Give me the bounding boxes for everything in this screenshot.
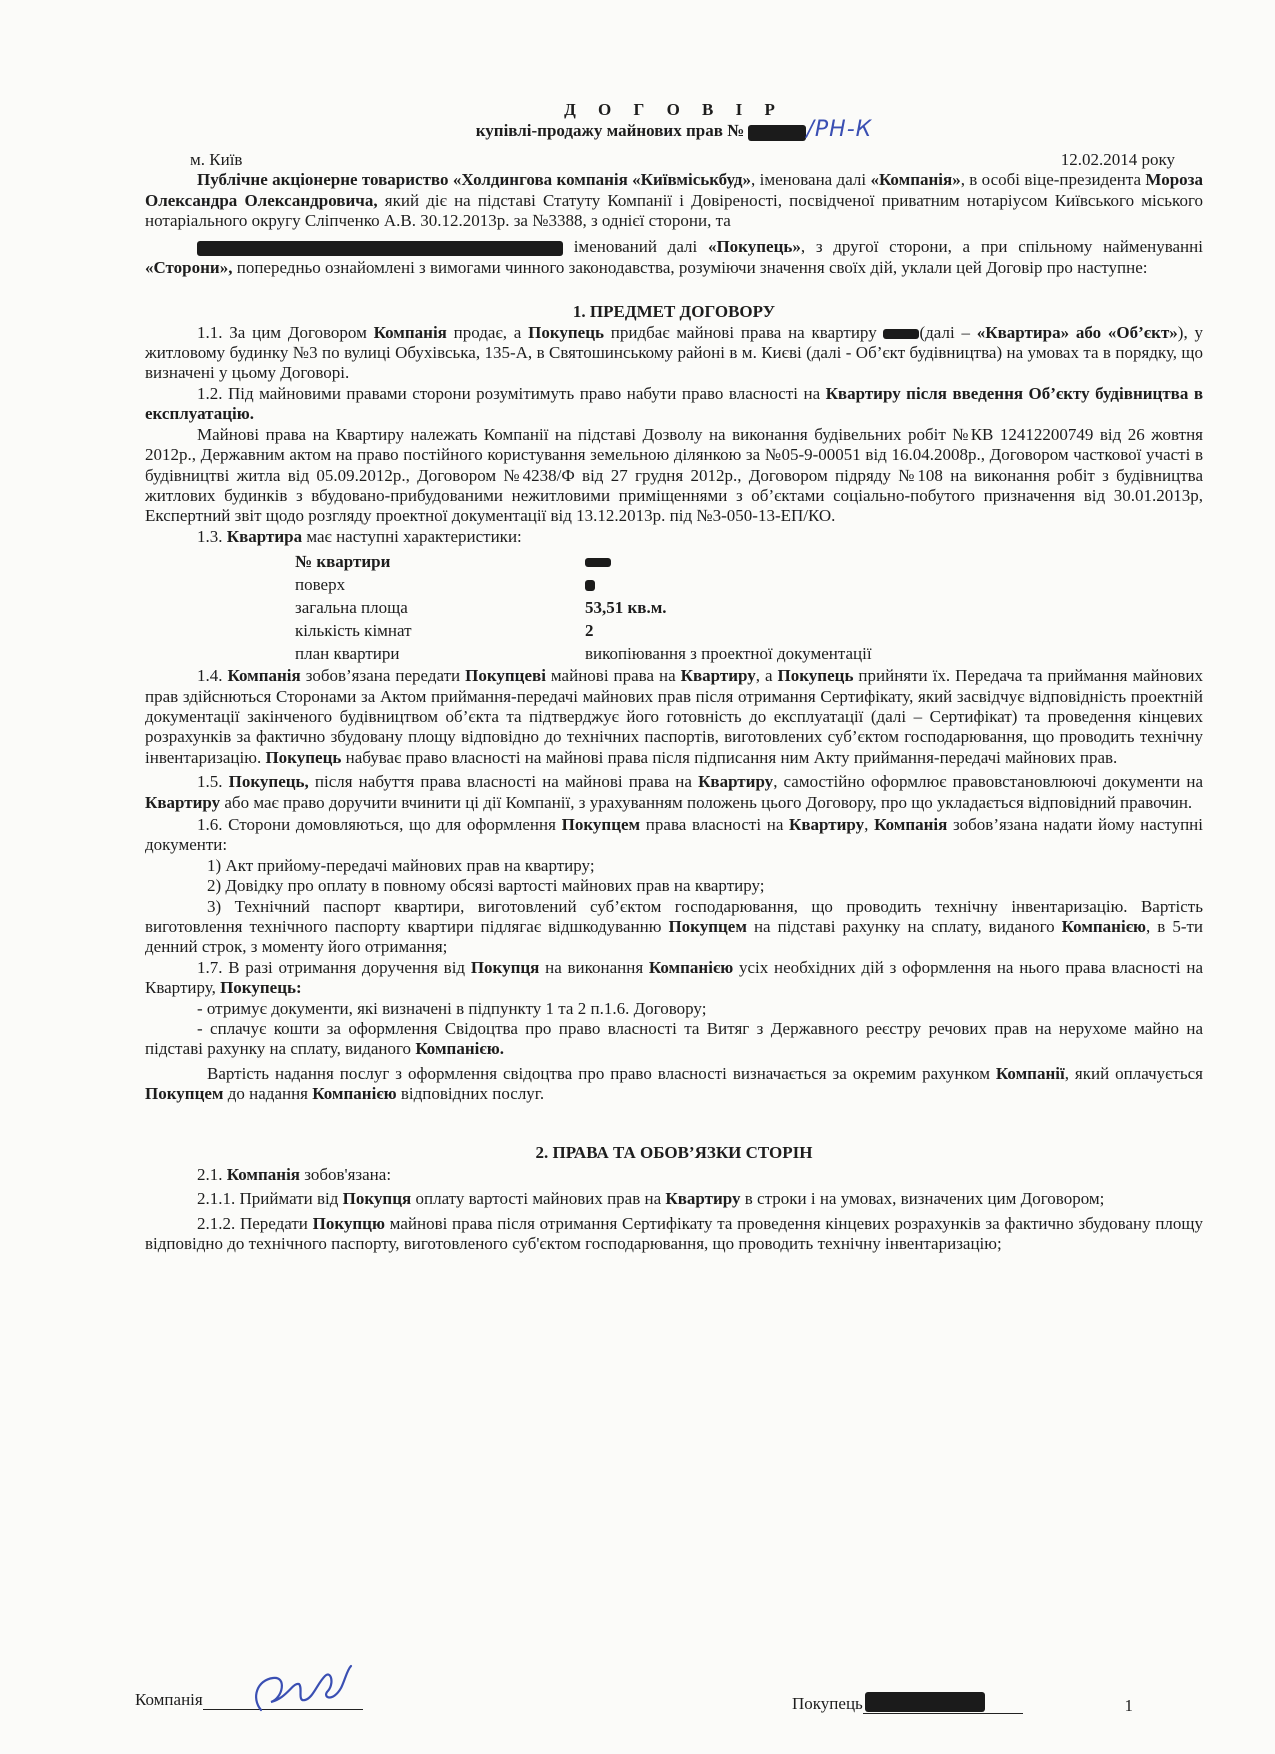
text-span: 2.1.2. Передати: [197, 1213, 313, 1233]
text-span: , а: [755, 666, 778, 686]
clause-1-7-cost: [145, 1064, 1203, 1105]
text-span: на підставі рахунку на сплату, виданого: [746, 917, 1062, 936]
text-span: прийняти їх. Передача та приймання майнових прав здійснються Сторонами за Актом приймання-передачі майнових прав після отримання Сертифікату, який засвідчує відповідність проектній документації закінченого будівництвом об’єкта та підтверджує його готовність до експлуатації (далі – Сертифікат) та проведення кінцевих розрахунків за фактично збудовану площу відповідно до технічних паспортів, виготовлених суб’єктом господарювання, що проводить технічну інвентаризацію.: [145, 666, 1203, 767]
text-span: 2.1.1. Приймати від: [197, 1189, 343, 1209]
clause-1-4: [145, 666, 1203, 768]
company-signature-label: Компанія: [135, 1690, 203, 1709]
signature-footer: [135, 1668, 1135, 1728]
area-value: 53,51 кв.м.: [585, 597, 667, 617]
text-span: усіх необхідних дій з оформлення на нього права власності на Квартиру,: [145, 957, 1204, 998]
text-span: іменований далі: [563, 237, 708, 257]
clause-1-5: [145, 772, 1203, 813]
text-span: , самостійно оформлює правовстановлюючі документи на: [773, 772, 1204, 792]
text-span: майнові права на: [545, 666, 681, 686]
text-span: який діє на підставі Статуту Компанії і Довіреності, посвідченої приватним нотаріусом Київського міського нотаріального округу Сліпченко А.В. 30.12.2013р. за №3388, з однієї сторони, та: [145, 190, 1203, 231]
char-label: кількість кімнат: [295, 620, 412, 640]
term-buyer: Покупця: [470, 957, 540, 977]
char-value: [585, 572, 872, 595]
term-company: Компанія: [373, 322, 447, 342]
text-span: права власності на: [640, 814, 790, 834]
clause-1-3: [145, 527, 1203, 547]
document-title: Д О Г О В І Р: [564, 100, 784, 119]
text-span: 1.5.: [197, 772, 229, 792]
text-span: в строки і на умовах, визначених цим Договором;: [740, 1189, 1105, 1209]
contract-page: [145, 100, 1203, 1255]
term-buyer: Покупцем: [561, 814, 641, 834]
term-company: Компанією: [1061, 917, 1147, 936]
text-span: , в особі віце-президента: [960, 170, 1146, 190]
text-span: зобов’язана надати йому наступні документи:: [145, 814, 1203, 855]
text-span: , з другої сторони, а при спільному найменуванні: [800, 237, 1203, 257]
redacted-contract-number: [748, 125, 806, 141]
char-value: [585, 549, 872, 572]
term-buyer: Покупець:: [220, 978, 302, 998]
text-span: оплату вартості майнових прав на: [411, 1189, 666, 1209]
list-item: [145, 897, 1203, 958]
redacted-buyer-name: [197, 241, 563, 256]
char-value: викопіювання з проектної документації: [585, 643, 872, 663]
term-flat: «Квартира» або «Об’єкт»: [976, 322, 1178, 342]
term-company: Компанією: [312, 1084, 397, 1104]
list-item: 1) Акт прийому-передачі майнових прав на квартиру;: [207, 855, 595, 875]
table-row: [295, 549, 872, 572]
term-buyer: Покупець: [528, 322, 605, 342]
text-span: майнові права після отримання Сертифікату та проведення кінцевих розрахунків за фактично збудовану площу відповідно до технічного паспорту, виготовленого суб'єктом господарювання, що проводить технічну інвентаризацію;: [145, 1213, 1203, 1254]
text-span: , в 5-ти денний строк, з моменту його отримання;: [145, 917, 1204, 957]
city: м. Київ: [190, 149, 243, 169]
term-flat: Квартира: [226, 526, 303, 546]
document-subtitle: [145, 117, 1203, 143]
text-span: зобов'язана:: [300, 1165, 392, 1185]
term-buyer: Покупець: [777, 666, 854, 686]
text-span: ,: [864, 814, 875, 834]
text-span: 1.4.: [197, 666, 228, 686]
text-span: 1.1. За цим Договором: [197, 322, 374, 342]
term-flat: Квартиру: [145, 792, 221, 812]
term-company: Компанія: [227, 666, 301, 686]
char-label-text: № квартири: [295, 551, 391, 571]
list-item: 2) Довідку про оплату в повному обсязі вартості майнових прав на квартиру;: [207, 876, 765, 896]
handwritten-contract-suffix: /РН-К: [806, 117, 873, 143]
text-span: 1.2. Під майновими правами сторони розумітимуть право набути право власності на: [197, 383, 826, 403]
text-span: ), у житловому будинку №3 по вулиці Обухівська, 135-А, в Святошинському районі в м. Києві (далі - Об’єкт будівництва) на умовах та в порядку, що визначені у цьому Договорі.: [145, 322, 1203, 383]
clause-2-1-2: [145, 1214, 1203, 1255]
company-signature-scribble: [247, 1658, 357, 1718]
text-span: зобов’язана передати: [300, 666, 466, 686]
clause-1-6: [145, 815, 1203, 856]
term-company: Компанією.: [415, 1039, 504, 1059]
clause-1-7: [145, 958, 1203, 999]
text-span: 3) Технічний паспорт квартири, виготовлений суб’єктом господарювання, що проводить технічну інвентаризацію. Вартість виготовлення технічного паспорту квартири підлягає відшкодуванню: [145, 896, 1203, 936]
text-span: 1.7. В разі отримання доручення від: [197, 957, 471, 977]
contract-date: 12.02.2014 року: [1060, 149, 1175, 169]
redacted-flat-number: [585, 558, 611, 567]
term-buyer: «Покупець»: [707, 237, 801, 257]
term-flat-commissioning: Квартиру після введення Об’єкту будівництва в експлуатацію.: [145, 383, 1204, 424]
intro-paragraph-2: [145, 237, 1203, 278]
term-buyer: Покупцем: [668, 917, 747, 936]
term-flat: Квартиру: [665, 1189, 741, 1209]
text-span: попередньо ознайомлені з вимогами чинного законодавства, розуміючи значення своїх дій, уклали цей Договір про наступне:: [232, 257, 1148, 277]
text-span: до надання: [223, 1084, 313, 1104]
text-span: набуває право власності на майнові права після підписання ним Акту приймання-передачі майнових прав.: [341, 747, 1118, 767]
section-1-heading: 1. ПРЕДМЕТ ДОГОВОРУ: [572, 302, 776, 322]
clause-1-2: [145, 384, 1203, 425]
char-label: план квартири: [295, 643, 400, 663]
buyer-signature-label: Покупець: [792, 1694, 863, 1713]
text-span: після набуття права власності на майнові права на: [308, 772, 699, 792]
term-parties: «Сторони»,: [145, 257, 233, 277]
text-span: 1.6. Сторони домовляються, що для оформлення: [197, 814, 562, 834]
table-row: [295, 641, 872, 664]
table-row: [295, 618, 872, 641]
text-span: або має право доручити вчинити ці дії Компанії, з урахуванням положень цього Договору, про що укладається відповідний правочин.: [220, 792, 1193, 812]
term-flat: Квартиру: [789, 814, 865, 834]
term-buyer: Покупцем: [145, 1084, 224, 1104]
list-item: - отримує документи, які визначені в підпункту 1 та 2 п.1.6. Договору;: [197, 998, 707, 1018]
text-span: 2.1.: [197, 1165, 227, 1185]
text-span: придбає майнові права на квартиру: [604, 322, 884, 342]
text-span: продає, а: [446, 322, 529, 342]
term-company: Компанія: [226, 1165, 300, 1185]
term-company: Компанія: [874, 814, 948, 834]
representative-name: Мороза Олександра Олександровича,: [145, 170, 1203, 210]
text-span: відповідних послуг.: [396, 1084, 545, 1104]
redacted-buyer-signature: [865, 1692, 985, 1712]
char-label: поверх: [295, 574, 346, 594]
redacted-floor: [585, 580, 595, 591]
term-company: Компанії: [995, 1063, 1065, 1083]
text-span: на виконання: [539, 957, 649, 977]
clause-2-1-1: [145, 1189, 1203, 1209]
section-2-heading: 2. ПРАВА ТА ОБОВ’ЯЗКИ СТОРІН: [535, 1142, 813, 1162]
table-row: [295, 572, 872, 595]
term-company: Компанією: [648, 957, 734, 977]
text-span: - сплачує кошти за оформлення Свідоцтва про право власності та Витяг з Державного реєстру речових прав на нерухоме майно на підставі рахунку на сплату, виданого: [145, 1019, 1203, 1059]
text-span: Вартість надання послуг з оформлення свідоцтва про право власності визначається за окремим рахунком: [207, 1063, 996, 1083]
table-row: [295, 595, 872, 618]
text-span: , іменована далі: [751, 170, 871, 190]
subtitle-text: купівлі-продажу майнових прав №: [475, 121, 745, 141]
term-company: «Компанія»: [870, 170, 961, 190]
text-span: (далі –: [919, 322, 977, 342]
company-full-name: Публічне акціонерне товариство «Холдингова компанія «Київміськбуд»: [197, 170, 751, 190]
term-flat: Квартиру: [698, 772, 774, 792]
rooms-value: 2: [585, 620, 594, 640]
char-label: загальна площа: [295, 597, 408, 617]
term-buyer: Покупець,: [228, 772, 309, 792]
char-value: [585, 595, 872, 618]
text-span: 1.3.: [197, 526, 227, 546]
clause-1-1: [145, 323, 1203, 384]
redacted-flat-number: [883, 329, 919, 339]
char-label: [295, 549, 585, 572]
flat-characteristics-table: [295, 549, 872, 664]
text-span: має наступні характеристики:: [302, 526, 522, 546]
char-value: [585, 618, 872, 641]
term-buyer: Покупцеві: [465, 666, 546, 686]
city-date-row: [145, 150, 1203, 170]
intro-paragraph-1: [145, 170, 1203, 231]
page-number: 1: [1124, 1696, 1133, 1715]
term-buyer: Покупець: [265, 747, 342, 767]
term-flat: Квартиру: [680, 666, 756, 686]
text-span: , який оплачується: [1064, 1063, 1203, 1083]
clause-1-2-basis: Майнові права на Квартиру належать Компанії на підставі Дозволу на виконання будівельних робіт №КВ 12412200749 від 26 жовтня 2012р., Державним актом на право постійного користування земельною ділянкою за №05-9-00051 від 16.04.2008р., Договором часткової участі в будівництві житла від 05.09.2012р., Договором №4238/Ф від 27 грудня 2012р., Договором підряду №108 на виконання робіт з будівництва житлових будинків з вбудовано-прибудованими нежитловими приміщеннями з об’єктами соціально-побутого призначення від 30.01.2013р, Експертний звіт щодо розгляду проектної документації від 13.12.2013р. під №3-050-13-ЕП/КО.: [145, 424, 1203, 526]
clause-2-1: [145, 1165, 1203, 1185]
term-buyer: Покупця: [342, 1189, 412, 1209]
list-item: [145, 1019, 1203, 1060]
term-buyer: Покупцю: [312, 1213, 385, 1233]
